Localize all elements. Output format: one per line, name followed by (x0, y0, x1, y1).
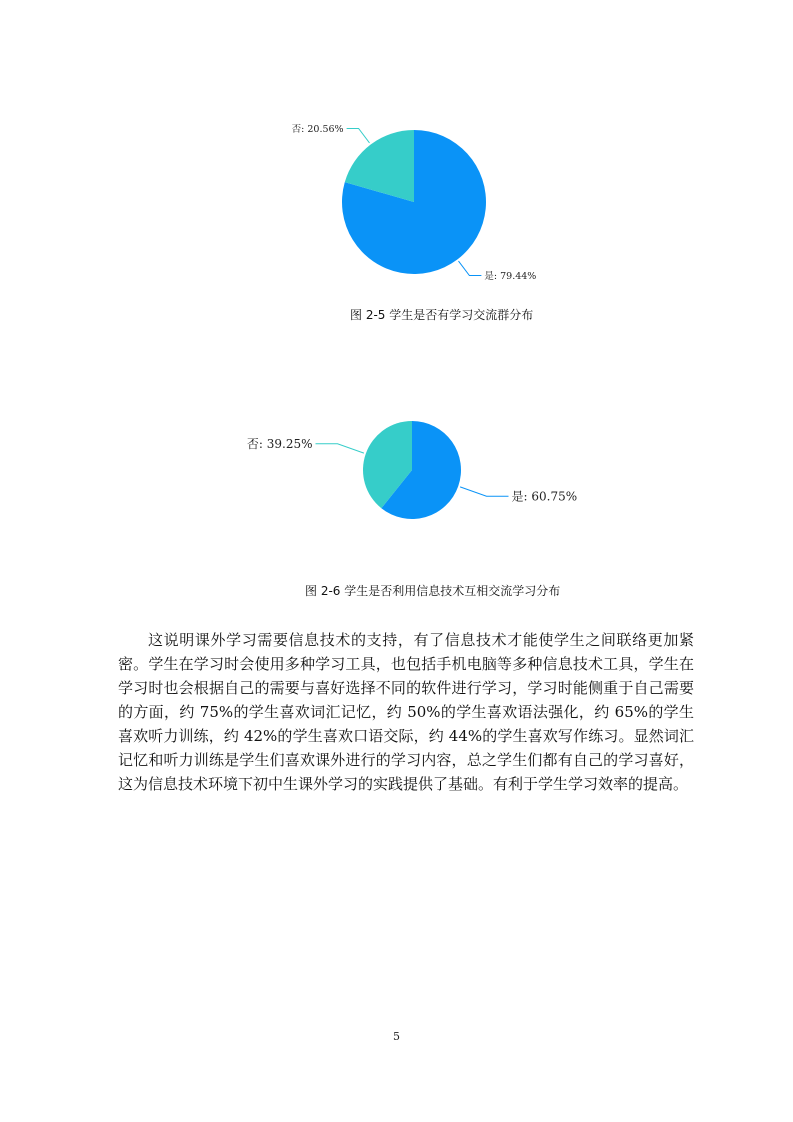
leader-line-no (347, 129, 370, 143)
slice-label-yes: 是: 79.44% (484, 270, 537, 282)
slice-label-yes: 是: 60.75% (511, 489, 578, 504)
slice-label-no: 否: 39.25% (246, 437, 313, 451)
pie-chart-study-group (270, 110, 570, 295)
pie-chart-it-exchange (240, 410, 600, 535)
leader-line-no (316, 444, 364, 453)
figure-caption-2-5: 图 2-5 学生是否有学习交流群分布 (350, 308, 534, 322)
page-number: 5 (393, 1030, 400, 1043)
slice-label-no: 否: 20.56% (291, 123, 344, 135)
leader-line-yes (460, 487, 508, 496)
figure-caption-2-6: 图 2-6 学生是否利用信息技术互相交流学习分布 (305, 584, 561, 598)
body-paragraph: 这说明课外学习需要信息技术的支持，有了信息技术才能使学生之间联络更加紧密。学生在学习时会使用多种学习工具，也包括手机电脑等多种信息技术工具，学生在学习时也会根据自己的需要与喜好选择不同的软件进行学习，学习时能侧重于自己需要的方面，约 75%的学生喜欢词汇记忆，约 50%的学生喜欢语法强化，约 65%的学生喜欢听力训练，约 42%的学生喜欢口语交际，约 44%的学生喜欢写作练习。显然词汇记忆和听力训练是学生们喜欢课外进行的学习内容，总之学生们都有自己的学习喜好，这为信息技术环境下初中生课外学习的实践提供了基础。有利于学生学习效率的提高。 (118, 631, 694, 793)
leader-line-yes (459, 261, 482, 275)
